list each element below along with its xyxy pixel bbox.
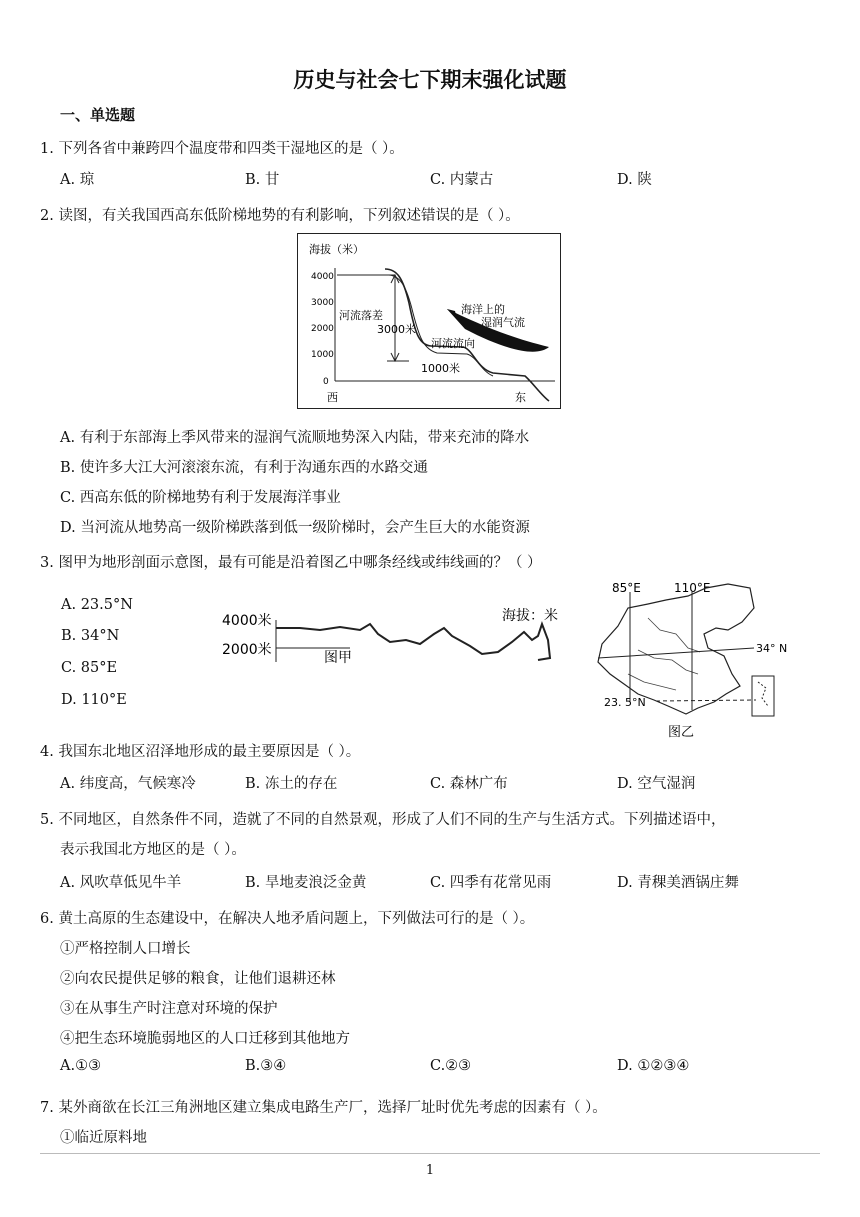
q5-option-a: A. 风吹草低见牛羊 [60,875,182,891]
river-drop-label: 河流落差 [339,309,383,322]
q3-option-b: B. 34°N [61,628,120,644]
q2-option-d: D. 当河流从地势高一级阶梯跌落到低一级阶梯时，会产生巨大的水能资源 [60,520,530,536]
q6-item-3: ③在从事生产时注意对环境的保护 [60,1001,278,1017]
q6-option-b: B.③④ [245,1058,287,1074]
tick-3000: 3000 [311,298,334,308]
question-1-stem: 1. 下列各省中兼跨四个温度带和四类干湿地区的是（ ）。 [40,141,404,157]
question-6-stem: 6. 黄土高原的生态建设中，在解决人地矛盾问题上，下列做法可行的是（ ）。 [40,911,535,927]
question-2-stem: 2. 读图，有关我国西高东低阶梯地势的有利影响，下列叙述错误的是（ ）。 [40,208,520,224]
tick-4000: 4000 [311,272,334,282]
q3-option-c: C. 85°E [61,660,118,676]
altitude-unit-label: 海拔：米 [502,608,558,624]
q4-option-c: C. 森林广布 [430,776,508,792]
figure-yi-name: 图乙 [668,725,695,740]
drop2-label: 1000米 [421,362,460,375]
figure-jia-name: 图甲 [324,650,352,666]
q7-item-1: ①临近原料地 [60,1130,147,1146]
q4-option-b: B. 冻土的存在 [245,776,338,792]
q2-option-b: B. 使许多大江大河滚滚东流，有利于沟通东西的水路交通 [60,460,428,476]
tick-1000: 1000 [311,350,334,360]
q6-item-2: ②向农民提供足够的粮食，让他们退耕还林 [60,971,336,987]
question-7-stem: 7. 某外商欲在长江三角洲地区建立集成电路生产厂，选择厂址时优先考虑的因素有（ ）。 [40,1100,607,1116]
q4-option-d: D. 空气湿润 [617,776,696,792]
section-heading: 一、单选题 [60,106,136,124]
airflow-label-2: 湿润气流 [481,316,525,329]
q1-option-a: A. 琼 [60,172,95,188]
figure-yi-map [588,578,808,743]
question-5-stem-line1: 5. 不同地区，自然条件不同，造就了不同的自然景观，形成了人们不同的生产与生活方式。下列描述语中， [40,812,726,828]
lon-85e-label: 85°E [612,581,641,595]
q6-item-1: ①严格控制人口增长 [60,941,191,957]
figure-yaxis-title: 海拔（米） [309,243,364,256]
west-label: 西 [327,391,338,404]
footer-divider [40,1153,820,1154]
lat-34n-label: 34° N [756,642,788,655]
q1-option-c: C. 内蒙古 [430,172,494,188]
question-5-stem-line2: 表示我国北方地区的是（ ）。 [60,842,246,858]
q1-option-d: D. 陕 [617,172,652,188]
question-3-stem: 3. 图甲为地形剖面示意图，最有可能是沿着图乙中哪条经线或纬线画的？（ ） [40,555,542,571]
height-4000-label: 4000米 [222,613,272,629]
terrain-profile-figure [297,233,561,409]
figure-jia-profile [220,600,570,670]
q1-option-b: B. 甘 [245,172,280,188]
q2-option-c: C. 西高东低的阶梯地势有利于发展海洋事业 [60,490,341,506]
drop-value-label: 3000米 [377,323,416,336]
lon-110e-label: 110°E [674,581,711,595]
q5-option-b: B. 旱地麦浪泛金黄 [245,875,367,891]
q3-option-a: A. 23.5°N [61,597,133,613]
q3-option-d: D. 110°E [61,692,127,708]
q6-option-d: D. ①②③④ [617,1058,690,1074]
q5-option-c: C. 四季有花常见雨 [430,875,552,891]
page-number: 1 [425,1163,435,1178]
east-label: 东 [515,391,526,404]
lat-23-5n-label: 23. 5°N [604,696,646,709]
q6-option-a: A.①③ [60,1058,102,1074]
flow-direction-label: 河流流向 [431,337,475,350]
height-2000-label: 2000米 [222,642,272,658]
page-title: 历史与社会七下期末强化试题 [293,68,567,92]
tick-0: 0 [323,377,329,387]
q6-item-4: ④把生态环境脆弱地区的人口迁移到其他地方 [60,1031,350,1047]
q2-option-a: A. 有利于东部海上季风带来的湿润气流顺地势深入内陆，带来充沛的降水 [60,430,530,446]
airflow-label-1: 海洋上的 [461,303,505,316]
tick-2000: 2000 [311,324,334,334]
q4-option-a: A. 纬度高，气候寒冷 [60,776,196,792]
question-4-stem: 4. 我国东北地区沼泽地形成的最主要原因是（ ）。 [40,744,361,760]
q5-option-d: D. 青稞美酒锅庄舞 [617,875,739,891]
q6-option-c: C.②③ [430,1058,472,1074]
